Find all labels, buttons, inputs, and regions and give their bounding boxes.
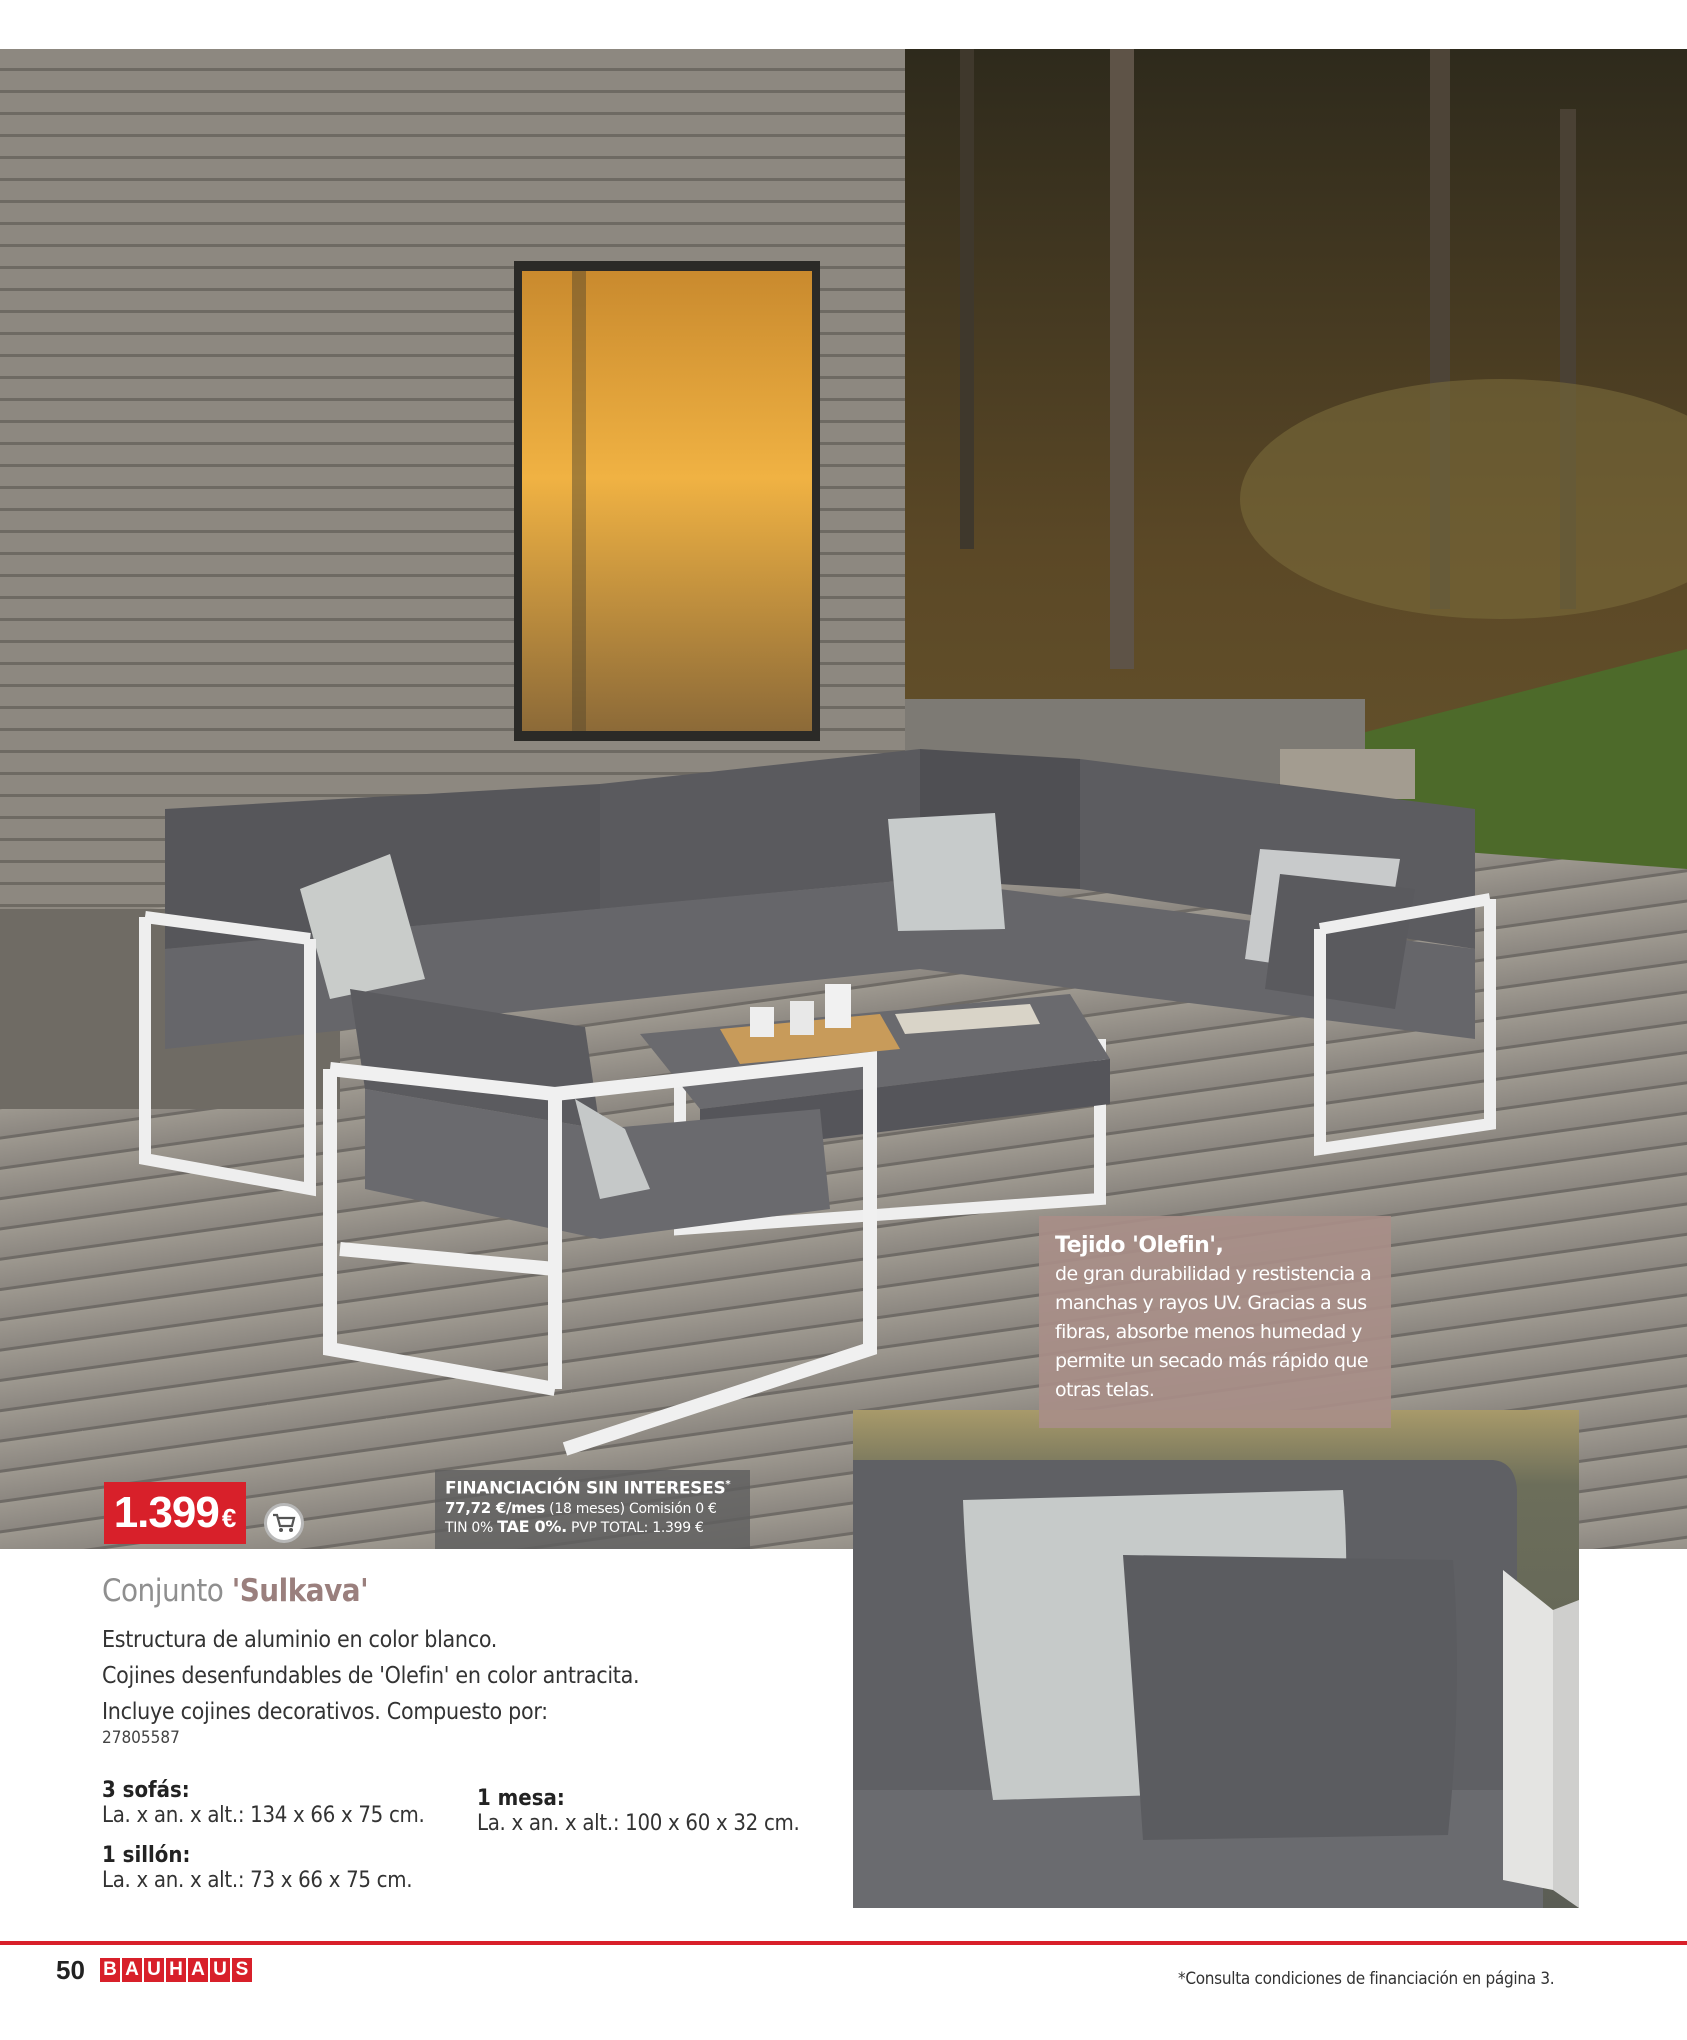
hero-photo <box>0 49 1687 1549</box>
price-badge <box>104 1482 246 1544</box>
info-box-title: Tejido 'Olefin', <box>1055 1233 1224 1258</box>
shopping-cart-icon[interactable] <box>264 1503 304 1543</box>
financing-box <box>435 1470 750 1549</box>
price-currency: € <box>221 1503 237 1533</box>
spec-title: 3 sofás: <box>102 1778 190 1803</box>
spec-sofas <box>102 1778 425 1828</box>
product-name: 'Sulkava' <box>231 1573 369 1609</box>
logo-letter: H <box>166 1958 186 1982</box>
description-line: Estructura de aluminio en color blanco. <box>102 1627 498 1653</box>
logo-letter: A <box>188 1958 208 1982</box>
spec-table <box>477 1786 800 1836</box>
spec-text: La. x an. x alt.: 73 x 66 x 75 cm. <box>102 1868 413 1893</box>
price-amount: 1.399 <box>113 1488 219 1537</box>
info-box-line: permite un secado más rápido que <box>1055 1350 1368 1372</box>
cart-glyph <box>272 1512 296 1534</box>
logo-letter: U <box>210 1958 230 1982</box>
footer-divider <box>0 1941 1687 1945</box>
financing-rates-line <box>445 1518 740 1537</box>
info-box-line: fibras, absorbe menos humedad y <box>1055 1321 1362 1343</box>
info-box-line: de gran durabilidad y restistencia a <box>1055 1263 1372 1285</box>
spec-text: La. x an. x alt.: 134 x 66 x 75 cm. <box>102 1803 425 1828</box>
financing-title: FINANCIACIÓN SIN INTERESES* <box>445 1478 731 1499</box>
product-sku: 27805587 <box>102 1728 180 1748</box>
page-number: 50 <box>56 1955 85 1985</box>
financing-footnote: *Consulta condiciones de financiación en página 3. <box>1178 1969 1555 1989</box>
financing-tin: TIN 0% <box>445 1519 494 1536</box>
logo-letter: B <box>100 1958 120 1982</box>
product-title-prefix: Conjunto <box>102 1573 224 1609</box>
financing-tae: TAE 0%. <box>497 1516 567 1536</box>
olefin-info-box <box>1039 1216 1391 1428</box>
cushion-detail-photo <box>853 1410 1579 1908</box>
spec-title: 1 mesa: <box>477 1786 565 1811</box>
logo-letter: U <box>144 1958 164 1982</box>
logo-letter: S <box>232 1958 252 1982</box>
financing-title-mark: * <box>725 1479 731 1490</box>
info-box-line: manchas y rayos UV. Gracias a sus <box>1055 1292 1367 1314</box>
description-line: Incluye cojines decorativos. Compuesto por: <box>102 1699 548 1725</box>
financing-monthly-line <box>445 1500 740 1518</box>
spec-text: La. x an. x alt.: 100 x 60 x 32 cm. <box>477 1811 800 1836</box>
cushion-detail-illustration <box>853 1410 1579 1908</box>
spec-title: 1 sillón: <box>102 1843 191 1868</box>
financing-pvp: PVP TOTAL: 1.399 € <box>571 1519 704 1536</box>
logo-letter: A <box>122 1958 142 1982</box>
product-description <box>102 1622 639 1730</box>
bauhaus-logo <box>100 1958 252 1982</box>
description-line: Cojines desenfundables de 'Olefin' en color antracita. <box>102 1663 640 1689</box>
spec-armchair <box>102 1843 412 1893</box>
financing-monthly: 77,72 €/mes <box>445 1498 546 1517</box>
product-title <box>102 1573 368 1609</box>
sofa-scene-illustration <box>0 49 1687 1549</box>
info-box-line: otras telas. <box>1055 1379 1155 1401</box>
financing-term: (18 meses) Comisión 0 € <box>549 1500 717 1517</box>
